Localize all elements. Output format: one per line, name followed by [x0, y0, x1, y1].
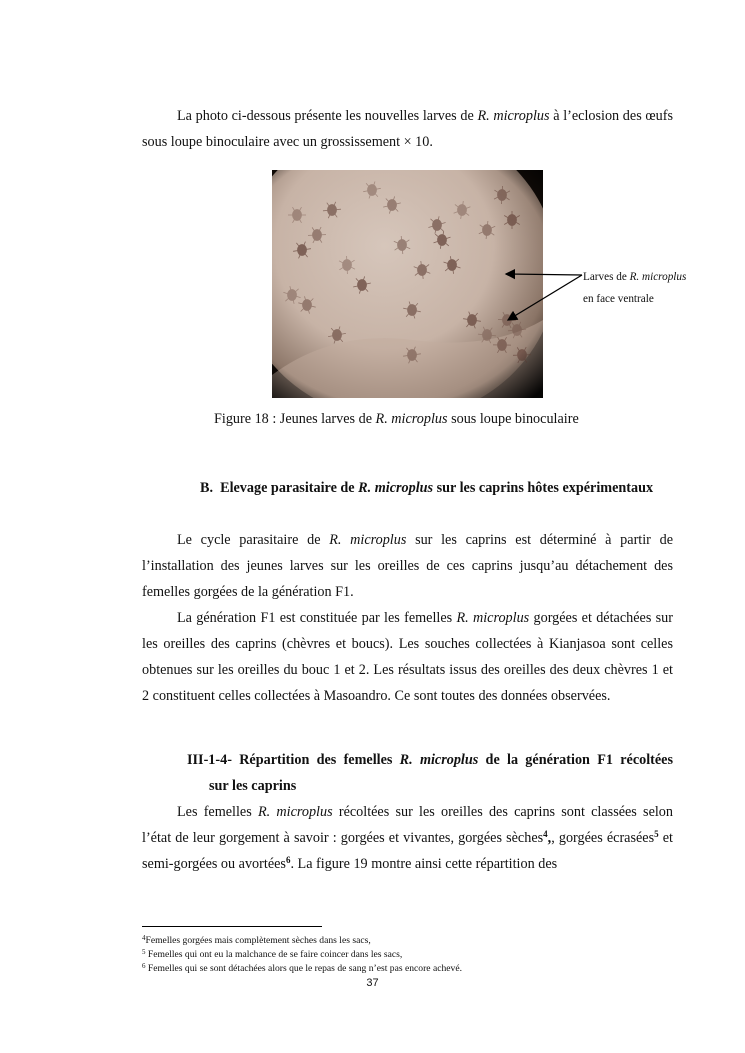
- callout-label: Larves de R. microplus en face ventrale: [583, 271, 687, 305]
- section-b-heading: B. Elevage parasitaire de R. microplus sur les caprins hôtes expérimentaux: [200, 480, 654, 496]
- section-b-paragraph-2: La génération F1 est constituée par les femelles R. microplus gorgées et détachées sur les oreilles des caprins (chèvres et boucs). Les souches collectées à Kianjasoa sont celles obtenues sur les oreilles du bouc 1 et 2. Les résultats issus des oreilles des deux chèvres 1 et 2 constituent celles collectées à Masoandro. Ce sont toutes des données observées.: [142, 610, 673, 704]
- section-iii-heading: III-1-4- Répartition des femelles R. microplus de la génération F1 récoltées sur les caprins: [187, 752, 673, 794]
- page-number: 37: [366, 977, 379, 989]
- footnote-separator: [142, 926, 322, 927]
- callout-arrows: [500, 262, 590, 332]
- footnote-6: $^6$ Femelles qui se sont détachées alors que le repas de sang n’est pas encore achevé.: [142, 962, 462, 974]
- footnote-5: $^5$ Femelles qui ont eu la malchance de se faire coincer dans les sacs,: [142, 948, 403, 960]
- section-iii-paragraph: Les femelles R. microplus récoltées sur les oreilles des caprins sont classées selon l’état de leur gorgement à savoir : gorgées et vivantes, gorgées sèches$^4$,, gorgées écrasées$^5$ et semi-gorgées ou avortées$^6$. La figure 19 montre ainsi cette répartition des: [142, 804, 673, 872]
- intro-paragraph: La photo ci-dessous présente les nouvelles larves de R. microplus à l’eclosion des œufs sous loupe binoculaire avec un grossissement × 10.: [142, 108, 673, 150]
- footnote-4: $^4$Femelles gorgées mais complètement sèches dans les sacs,: [142, 934, 371, 946]
- figure-caption: Figure 18 : Jeunes larves de R. microplus sous loupe binoculaire: [214, 411, 579, 427]
- section-b-paragraph-1: Le cycle parasitaire de R. microplus sur les caprins est déterminé à partir de l’installation des jeunes larves sur les oreilles de ces caprins jusqu’au détachement des femelles gorgées de la génération F1.: [142, 532, 674, 600]
